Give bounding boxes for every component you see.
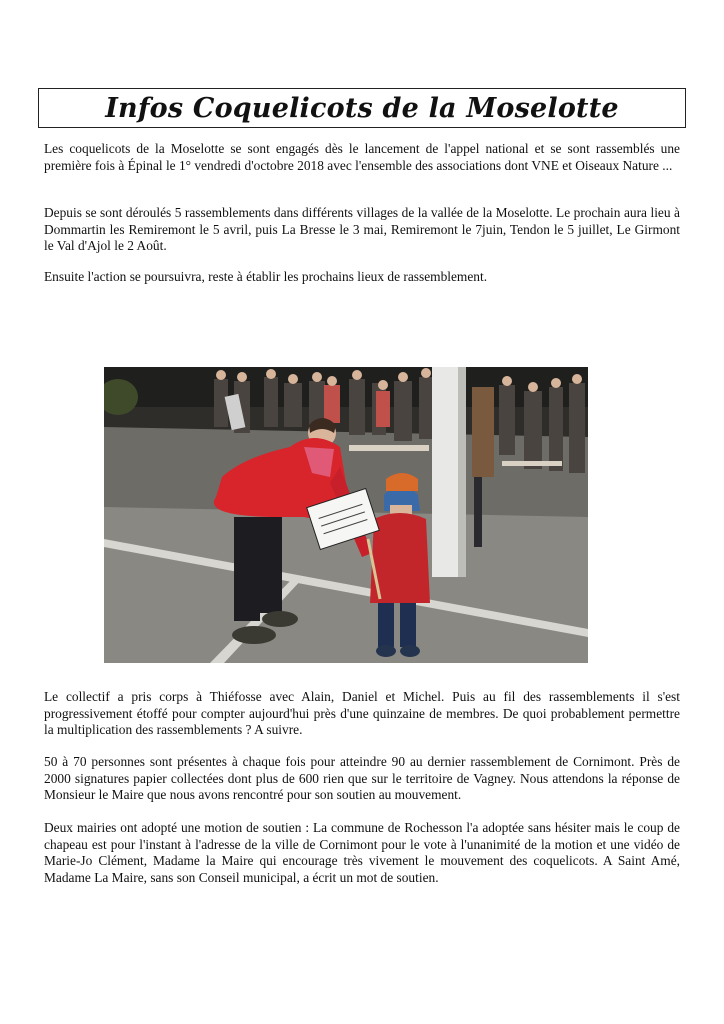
paragraph-collectif: Le collectif a pris corps à Thiéfosse avec Alain, Daniel et Michel. Puis au fil des rassemblements il s'est progressivement étoffé pour compter aujourd'hui près d'une quinzaine de membres. De quoi probablement permettre la multiplication des rassemblements ? A suivre. [44, 689, 680, 737]
paragraph-suite: Ensuite l'action se poursuivra, reste à établir les prochains lieux de rassemblement. [44, 269, 488, 284]
page-title: Infos Coquelicots de la Moselotte [105, 92, 619, 124]
paragraph-rassemblements: Depuis se sont déroulés 5 rassemblements dans différents villages de la vallée de la Moselotte. Le prochain aura lieu à Dommartin les Remiremont le 5 avril, puis La Bresse le 3 mai, Remiremont le 7juin, Tendon le 5 juillet, Le Girmont le Val d'Ajol le 2 Août. [44, 205, 680, 253]
paragraph-participation: 50 à 70 personnes sont présentes à chaque fois pour atteindre 90 au dernier rassemblement de Cornimont. Près de 2000 signatures papier collectées dont plus de 600 rien que sur le territoire de Vagney. Nous attendons la réponse de Monsieur le Maire que nous avons rencontré pour son soutien au mouvement. [44, 754, 680, 802]
paragraph-intro: Les coquelicots de la Moselotte se sont engagés dès le lancement de l'appel national et se sont rassemblés une première fois à Épinal le 1° vendredi d'octobre 2018 avec l'ensemble des associations dont VNE et Oiseaux Nature ... [44, 141, 680, 173]
gathering-photo [104, 367, 588, 663]
paragraph-mairies: Deux mairies ont adopté une motion de soutien : La commune de Rochesson l'a adoptée sans hésiter mais le coup de chapeau est pour l'instant à l'adresse de la ville de Cornimont pour le vote à l'unanimité de la motion et une vidéo de Marie-Jo Clément, Madame la Maire qui encourage très vivement le mouvement des coquelicots. A Saint Amé, Madame La Maire, sans son Conseil municipal, a écrit un mot de soutien. [44, 820, 680, 885]
title-box [38, 88, 686, 128]
photo-illustration [104, 367, 588, 663]
